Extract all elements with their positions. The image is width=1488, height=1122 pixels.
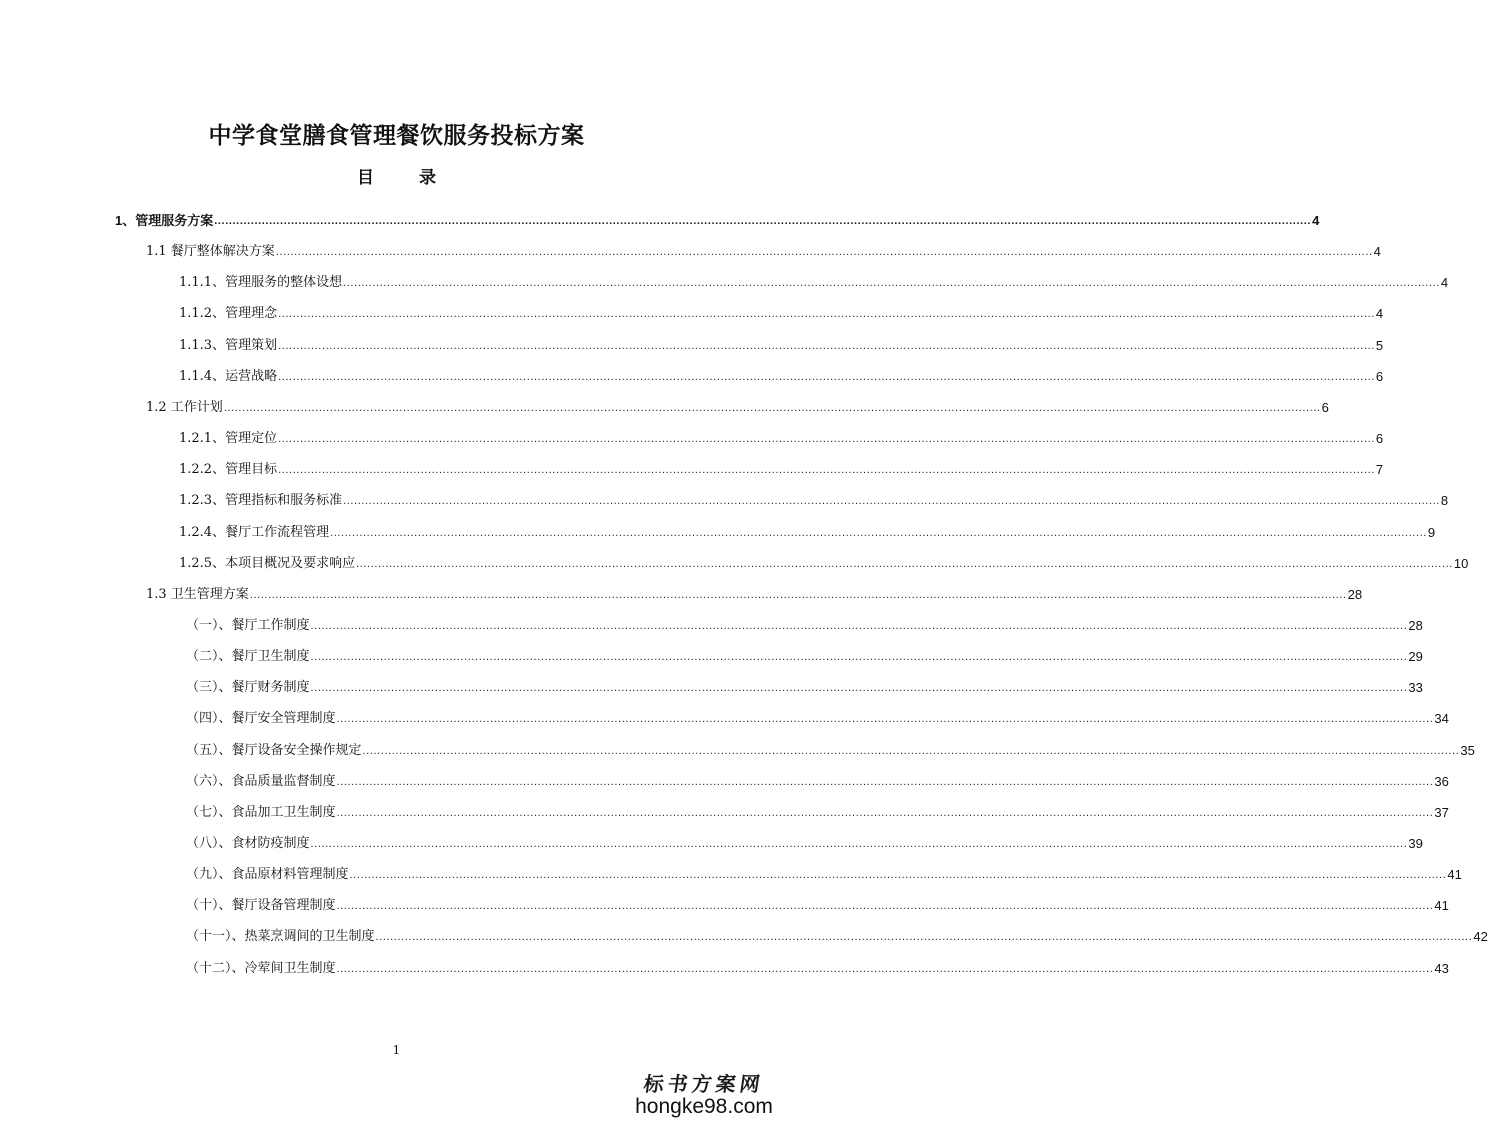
toc-entry[interactable] — [115, 211, 1320, 231]
toc-entry[interactable] — [186, 834, 1423, 854]
toc-heading: 目 录 — [357, 168, 450, 188]
toc-entry-label: （七）、食品加工卫生制度 — [186, 804, 336, 820]
toc-dot-leader: ............................................................................................................................................................................................................................................................................................................ — [330, 526, 1427, 539]
toc-entry-label: （十二）、冷荤间卫生制度 — [186, 960, 336, 976]
toc-entry[interactable] — [179, 336, 1384, 356]
toc-entry-page: 33 — [1408, 680, 1423, 696]
toc-dot-leader: ............................................................................................................................................................................................................................................................................................................ — [310, 651, 1408, 664]
toc-entry-label: 1.1 餐厅整体解决方案 — [146, 244, 275, 260]
toc-dot-leader: ............................................................................................................................................................................................................................................................................................................ — [278, 308, 1375, 321]
toc-entry-page: 28 — [1408, 617, 1423, 633]
toc-entry-page: 4 — [1440, 275, 1449, 291]
toc-entry-page: 37 — [1434, 804, 1449, 820]
toc-dot-leader: ............................................................................................................................................................................................................................................................................................................ — [310, 682, 1408, 695]
toc-entry[interactable] — [186, 896, 1449, 916]
toc-entry-page: 10 — [1453, 555, 1469, 571]
watermark-logo — [629, 1068, 779, 1119]
toc-entry[interactable] — [186, 927, 1488, 947]
toc-entry[interactable] — [186, 741, 1475, 761]
toc-dot-leader: ............................................................................................................................................................................................................................................................................................................ — [223, 401, 1321, 414]
toc-entry[interactable] — [146, 242, 1381, 262]
toc-entry-label: 1.1.3、管理策划 — [179, 337, 278, 353]
toc-dot-leader: ............................................................................................................................................................................................................................................................................................................ — [375, 931, 1473, 944]
toc-entry-page: 8 — [1440, 493, 1449, 509]
toc-entry-page: 4 — [1373, 244, 1381, 260]
toc-entry-page: 36 — [1434, 773, 1449, 789]
toc-entry-page: 28 — [1347, 586, 1363, 602]
toc-dot-leader: ............................................................................................................................................................................................................................................................................................................ — [275, 246, 1373, 259]
toc-dot-leader: ............................................................................................................................................................................................................................................................................................................ — [249, 588, 1347, 601]
toc-entry-page: 41 — [1447, 867, 1462, 883]
toc-entry-label: 1.1.1、管理服务的整体设想 — [179, 275, 343, 291]
toc-dot-leader: ............................................................................................................................................................................................................................................................................................................ — [336, 962, 1434, 975]
toc-entry[interactable] — [179, 304, 1384, 324]
toc-dot-leader: ............................................................................................................................................................................................................................................................................................................ — [336, 775, 1434, 788]
toc-entry[interactable] — [186, 865, 1462, 885]
toc-entry-label: （十一）、热菜烹调间的卫生制度 — [186, 929, 375, 945]
toc-entry[interactable] — [186, 709, 1449, 729]
toc-entry-label: 1.1.4、运营战略 — [179, 368, 278, 384]
toc-entry-label: （十）、餐厅设备管理制度 — [186, 898, 336, 914]
toc-entry[interactable] — [179, 460, 1384, 480]
toc-entry-label: （二）、餐厅卫生制度 — [186, 649, 310, 665]
toc-entry[interactable] — [146, 398, 1329, 418]
toc-entry-label: 1.2.2、管理目标 — [179, 462, 278, 478]
toc-entry[interactable] — [179, 273, 1449, 293]
toc-dot-leader: ............................................................................................................................................................................................................................................................................................................ — [278, 433, 1375, 446]
toc-entry-label: （四）、餐厅安全管理制度 — [186, 711, 336, 727]
toc-entry-page: 35 — [1460, 742, 1475, 758]
toc-entry-page: 7 — [1375, 462, 1384, 478]
toc-entry[interactable] — [179, 429, 1384, 449]
toc-entry-page: 6 — [1321, 399, 1329, 415]
document-title: 中学食堂膳食管理餐饮服务投标方案 — [208, 123, 585, 149]
toc-entry[interactable] — [146, 585, 1363, 605]
toc-entry-page: 4 — [1312, 213, 1320, 228]
toc-entry-label: 1.2.4、餐厅工作流程管理 — [179, 524, 330, 540]
toc-entry[interactable] — [186, 647, 1423, 667]
watermark-url: hongke98.com — [635, 1095, 773, 1118]
toc-dot-leader: ............................................................................................................................................................................................................................................................................................................ — [310, 619, 1408, 632]
toc-entry[interactable] — [186, 678, 1423, 698]
toc-dot-leader: ............................................................................................................................................................................................................................................................................................................ — [336, 806, 1434, 819]
toc-entry[interactable] — [186, 616, 1423, 636]
toc-dot-leader: ............................................................................................................................................................................................................................................................................................................ — [310, 838, 1408, 850]
toc-entry-label: （八）、食材防疫制度 — [186, 836, 310, 851]
toc-entry-label: 1.2.3、管理指标和服务标准 — [179, 493, 343, 509]
watermark-name: 标书方案网 — [642, 1072, 766, 1096]
toc-entry-label: （五）、餐厅设备安全操作规定 — [186, 742, 362, 758]
toc-entry[interactable] — [179, 523, 1436, 543]
toc-entry-page: 34 — [1434, 711, 1449, 727]
toc-dot-leader: ............................................................................................................................................................................................................................................................................................................ — [278, 339, 1375, 352]
toc-entry-page: 4 — [1375, 306, 1384, 322]
toc-dot-leader: ............................................................................................................................................................................................................................................................................................................ — [336, 900, 1434, 913]
toc-entry-page: 5 — [1375, 337, 1384, 353]
toc-dot-leader: ............................................................................................................................................................................................................................................................................................................ — [343, 277, 1440, 290]
toc-entry-page: 6 — [1375, 431, 1384, 447]
toc-entry[interactable] — [179, 367, 1384, 387]
toc-dot-leader: ............................................................................................................................................................................................................................................................................................................ — [343, 495, 1440, 508]
toc-entry-label: （六）、食品质量监督制度 — [186, 773, 336, 789]
toc-entry-label: 1.2.1、管理定位 — [179, 431, 278, 447]
toc-entry-page: 41 — [1434, 898, 1449, 914]
toc-entry-label: 1、管理服务方案 — [115, 213, 214, 228]
toc-dot-leader: ............................................................................................................................................................................................................................................................................................................ — [214, 215, 1312, 227]
toc-entry[interactable] — [186, 803, 1449, 823]
toc-entry-page: 39 — [1408, 836, 1423, 851]
toc-entry[interactable] — [179, 554, 1469, 574]
toc-entry-label: 1.3 卫生管理方案 — [146, 586, 249, 602]
toc-dot-leader: ............................................................................................................................................................................................................................................................................................................ — [336, 713, 1434, 726]
toc-dot-leader: ............................................................................................................................................................................................................................................................................................................ — [356, 557, 1453, 570]
toc-entry-label: （一）、餐厅工作制度 — [186, 617, 310, 633]
toc-entry[interactable] — [186, 772, 1449, 792]
toc-entry-label: 1.2.5、本项目概况及要求响应 — [179, 555, 356, 571]
toc-entry-page: 29 — [1408, 649, 1423, 665]
toc-dot-leader: ............................................................................................................................................................................................................................................................................................................ — [278, 464, 1375, 477]
toc-dot-leader: ............................................................................................................................................................................................................................................................................................................ — [278, 370, 1375, 383]
toc-dot-leader: ............................................................................................................................................................................................................................................................................................................ — [349, 869, 1447, 882]
toc-entry-label: （三）、餐厅财务制度 — [186, 680, 310, 696]
toc-entry[interactable] — [186, 959, 1449, 979]
toc-entry-page: 9 — [1427, 524, 1436, 540]
toc-entry[interactable] — [179, 491, 1449, 511]
toc-entry-page: 6 — [1375, 368, 1384, 384]
page-number: 1 — [392, 1043, 401, 1057]
toc-entry-label: 1.2 工作计划 — [146, 399, 223, 415]
toc-entry-page: 43 — [1434, 960, 1449, 976]
toc-dot-leader: ............................................................................................................................................................................................................................................................................................................ — [362, 744, 1460, 757]
toc-entry-label: （九）、食品原材料管理制度 — [186, 867, 349, 883]
toc-entry-label: 1.1.2、管理理念 — [179, 306, 278, 322]
toc-entry-page: 42 — [1473, 929, 1488, 945]
